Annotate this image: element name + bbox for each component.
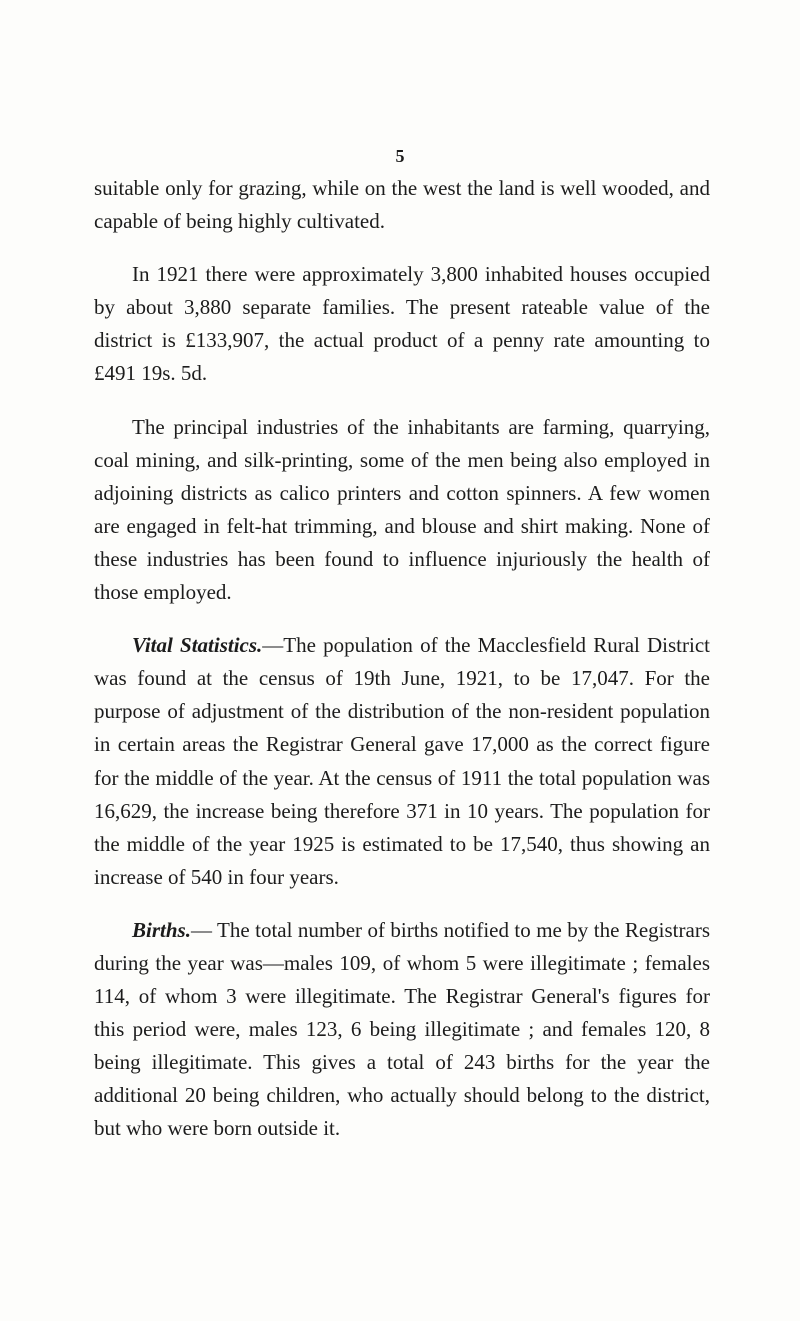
body-text [94, 172, 710, 1166]
births-text: — The total number of births notified to me by the Registrars during the year was—males 109, of whom 5 were illegitimate ; females 114, of whom 3 were illegitimate. The Registrar General's figures for this period were, males 123, 6 being illegitimate ; and females 120, 8 being illegitimate. This gives a total of 243 births for the year the additional 20 being children, who actually should belong to the district, but who were born outside it. [94, 917, 710, 1141]
paragraph-births [94, 914, 710, 1146]
paragraph-industries: The principal industries of the inhabitants are farming, quarrying, coal mining, and silk-printing, some of the men being also employed in adjoining districts as calico printers and cotton spinners. A few women are engaged in felt-hat trimming, and blouse and shirt making. None of these industries has been found to influence injuriously the health of those employed. [94, 414, 710, 605]
paragraph-vital-statistics [94, 629, 710, 894]
vital-statistics-text: —The population of the Macclesfield Rural District was found at the census of 19th June, 1921, to be 17,047. For the purpose of adjustment of the distribution of the non-resident population in certain areas the Registrar General gave 17,000 as the correct figure for the middle of the year. At the census of 1911 the total population was 16,629, the increase being therefore 371 in 10 years. The population for the middle of the year 1925 is estimated to be 17,540, thus showing an increase of 540 in four years. [94, 633, 710, 889]
vital-statistics-heading: Vital Statistics. [132, 633, 263, 658]
births-heading: Births. [132, 917, 191, 942]
page-number: 5 [395, 146, 405, 166]
paragraph-houses: In 1921 there were approximately 3,800 inhabited houses occupied by about 3,880 separate families. The present rateable value of the district is £133,907, the actual product of a penny rate amounting to £491 19s. 5d. [94, 262, 710, 386]
paragraph-grazing: suitable only for grazing, while on the west the land is well wooded, and capable of being highly cultivated. [94, 176, 710, 234]
